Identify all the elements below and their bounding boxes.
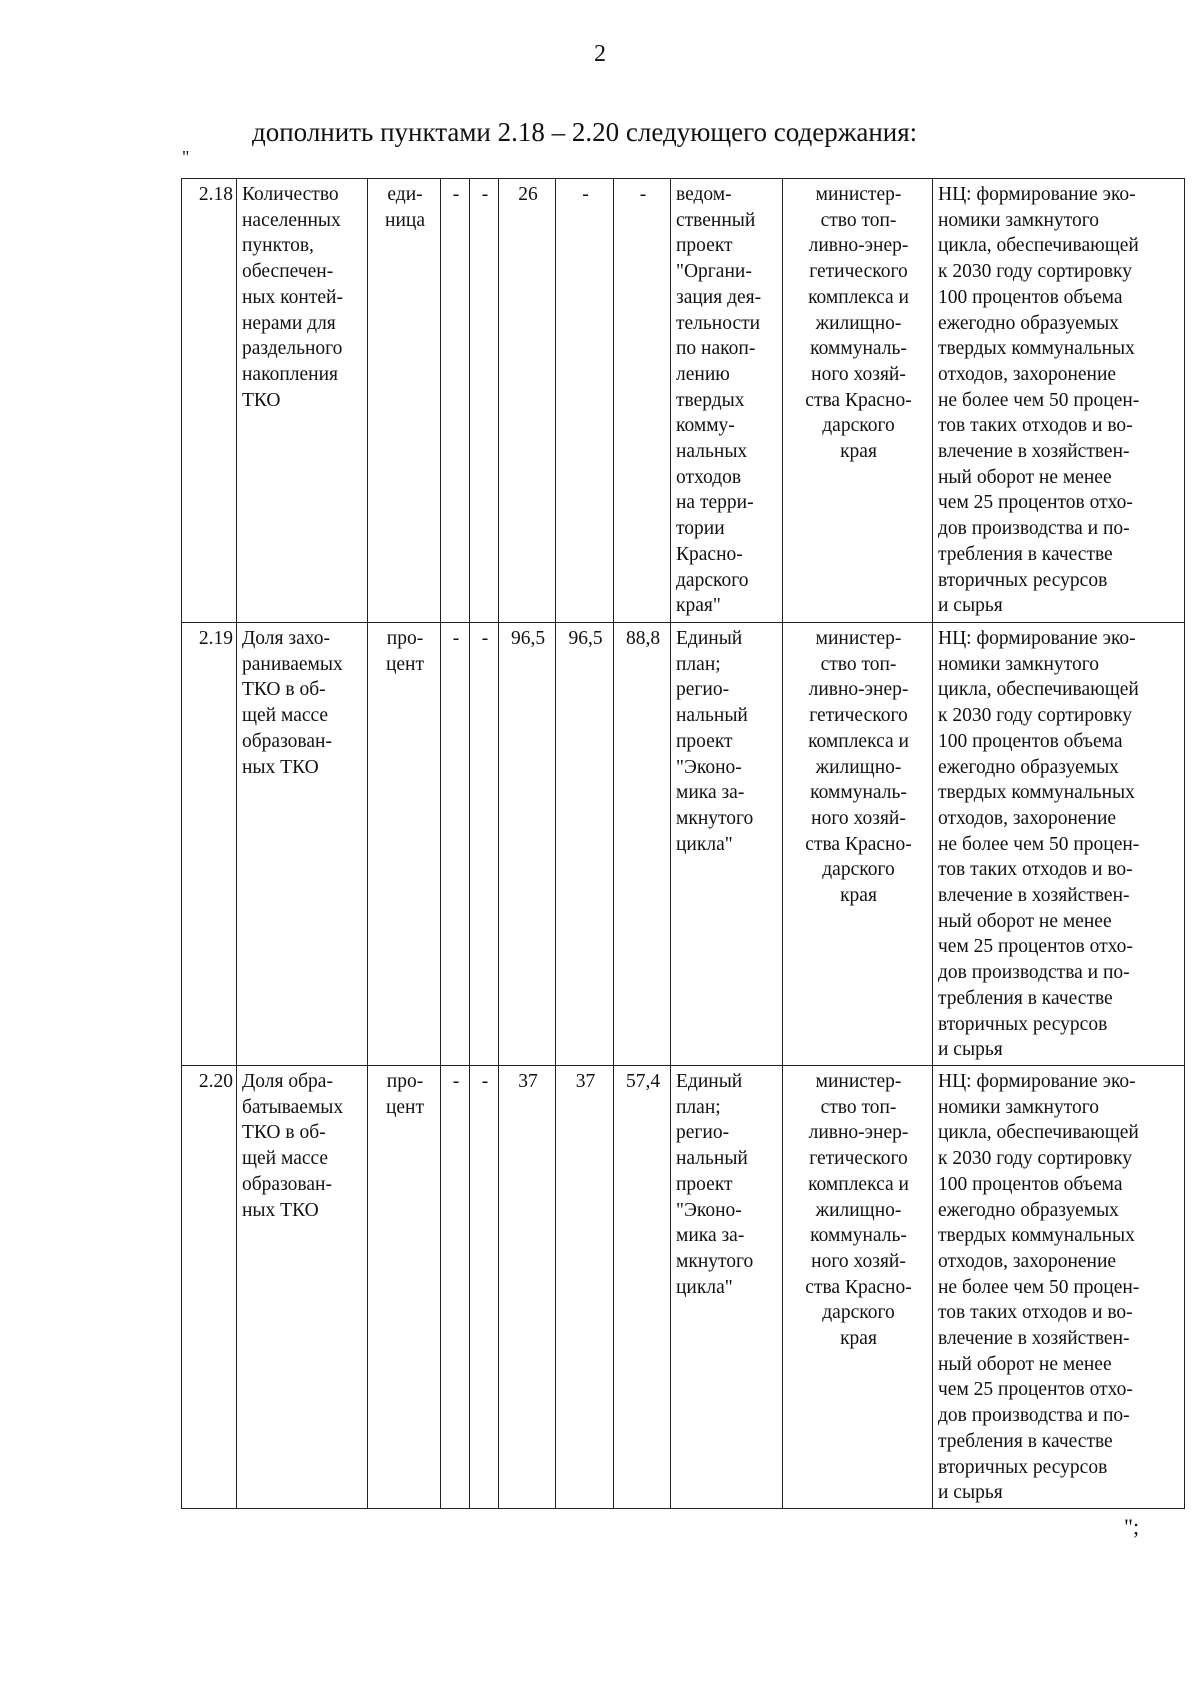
responsible-body: министер- ство топ- ливно-энер- гетического комплекса и жилищно- коммуналь- ного хозяй- ства Красно- дарского края xyxy=(805,184,912,463)
value-cell-5 xyxy=(614,1066,671,1509)
row-number-cell xyxy=(182,623,237,1066)
indicator-name-cell xyxy=(237,1066,368,1509)
unit: еди- ница xyxy=(385,184,425,231)
unit-cell xyxy=(368,623,441,1066)
value-cell-1 xyxy=(441,1066,470,1509)
indicator-name: Доля обра- батываемых ТКО в об- щей массе образован- ных ТКО xyxy=(242,1071,344,1221)
national-goal: НЦ: формирование эко- номики замкнутого цикла, обеспечивающей к 2030 году сортировку 100 процентов объема ежегодно образуемых твердых коммунальных отходов, захоронение не более чем 50 процен- тов таких отходов и во- влечение в хозяйствен- ный оборот не менее чем 25 процентов отхо- дов производства и по- требления в качестве вторичных ресурсов и сырья xyxy=(938,628,1140,1061)
value-cell-5 xyxy=(614,179,671,623)
indicator-name-cell xyxy=(237,623,368,1066)
value-cell-4 xyxy=(556,623,614,1066)
row-number-cell xyxy=(182,179,237,623)
value-1: - xyxy=(452,184,460,205)
value-5: - xyxy=(639,184,647,205)
source-document-cell xyxy=(671,1066,783,1509)
value-3: 26 xyxy=(518,184,538,205)
opening-quote-mark: " xyxy=(182,147,190,167)
value-1: - xyxy=(452,1071,460,1092)
value-4: 96,5 xyxy=(568,628,603,649)
value-cell-1 xyxy=(441,623,470,1066)
source-document: ведом- ственный проект "Органи- зация дея- тельности по накоп- лению твердых комму- нальных отходов на терри- тории Красно- дарского края" xyxy=(676,184,762,617)
row-number: 2.20 xyxy=(198,1071,233,1092)
responsible-body-cell xyxy=(783,623,933,1066)
value-3: 96,5 xyxy=(510,628,546,649)
value-cell-1 xyxy=(441,179,470,623)
value-cell-3 xyxy=(499,623,556,1066)
value-5: 57,4 xyxy=(625,1071,661,1092)
table-row xyxy=(182,179,1185,623)
source-document-cell xyxy=(671,179,783,623)
national-goal-cell xyxy=(933,623,1185,1066)
unit-cell xyxy=(368,1066,441,1509)
table-row xyxy=(182,623,1185,1066)
value-3: 37 xyxy=(518,1071,538,1092)
intro-text: дополнить пунктами 2.18 – 2.20 следующего содержания: xyxy=(252,117,918,147)
value-cell-4 xyxy=(556,1066,614,1509)
row-number: 2.18 xyxy=(198,184,233,205)
unit: про- цент xyxy=(385,1071,425,1118)
row-number: 2.19 xyxy=(198,628,233,649)
indicator-name: Доля захо- раниваемых ТКО в об- щей массе образован- ных ТКО xyxy=(242,628,343,778)
responsible-body-cell xyxy=(783,1066,933,1509)
row-number-cell xyxy=(182,1066,237,1509)
value-cell-5 xyxy=(614,623,671,1066)
value-cell-2 xyxy=(470,179,499,623)
responsible-body: министер- ство топ- ливно-энер- гетического комплекса и жилищно- коммуналь- ного хозяй- ства Красно- дарского края xyxy=(805,1071,912,1350)
indicator-name-cell xyxy=(237,179,368,623)
unit-cell xyxy=(368,179,441,623)
closing-quote-mark: "; xyxy=(1124,1514,1140,1539)
national-goal-cell xyxy=(933,1066,1185,1509)
source-document-cell xyxy=(671,623,783,1066)
value-5: 88,8 xyxy=(625,628,661,649)
national-goal: НЦ: формирование эко- номики замкнутого цикла, обеспечивающей к 2030 году сортировку 100 процентов объема ежегодно образуемых твердых коммунальных отходов, захоронение не более чем 50 процен- тов таких отходов и во- влечение в хозяйствен- ный оборот не менее чем 25 процентов отхо- дов производства и по- требления в качестве вторичных ресурсов и сырья xyxy=(938,184,1140,617)
value-2: - xyxy=(481,1071,489,1092)
value-1: - xyxy=(452,628,460,649)
indicator-name: Количество населенных пунктов, обеспечен- ных контей- нерами для раздельного накопления ТКО xyxy=(242,184,343,411)
value-cell-2 xyxy=(470,623,499,1066)
indicators-table xyxy=(181,178,1185,1509)
responsible-body-cell xyxy=(783,179,933,623)
source-document: Единый план; регио- нальный проект "Эконо- мика за- мкнутого цикла" xyxy=(676,1071,754,1298)
value-4: 37 xyxy=(575,1071,596,1092)
value-4: - xyxy=(582,184,589,205)
source-document: Единый план; регио- нальный проект "Эконо- мика за- мкнутого цикла" xyxy=(676,628,754,855)
national-goal: НЦ: формирование эко- номики замкнутого цикла, обеспечивающей к 2030 году сортировку 100 процентов объема ежегодно образуемых твердых коммунальных отходов, захоронение не более чем 50 процен- тов таких отходов и во- влечение в хозяйствен- ный оборот не менее чем 25 процентов отхо- дов производства и по- требления в качестве вторичных ресурсов и сырья xyxy=(938,1071,1140,1504)
responsible-body: министер- ство топ- ливно-энер- гетического комплекса и жилищно- коммуналь- ного хозяй- ства Красно- дарского края xyxy=(805,628,912,907)
table-row xyxy=(182,1066,1185,1509)
national-goal-cell xyxy=(933,179,1185,623)
unit: про- цент xyxy=(385,628,425,675)
value-2: - xyxy=(481,184,489,205)
value-cell-2 xyxy=(470,1066,499,1509)
page-number: 2 xyxy=(594,41,606,67)
value-cell-3 xyxy=(499,179,556,623)
value-cell-3 xyxy=(499,1066,556,1509)
value-2: - xyxy=(481,628,489,649)
value-cell-4 xyxy=(556,179,614,623)
